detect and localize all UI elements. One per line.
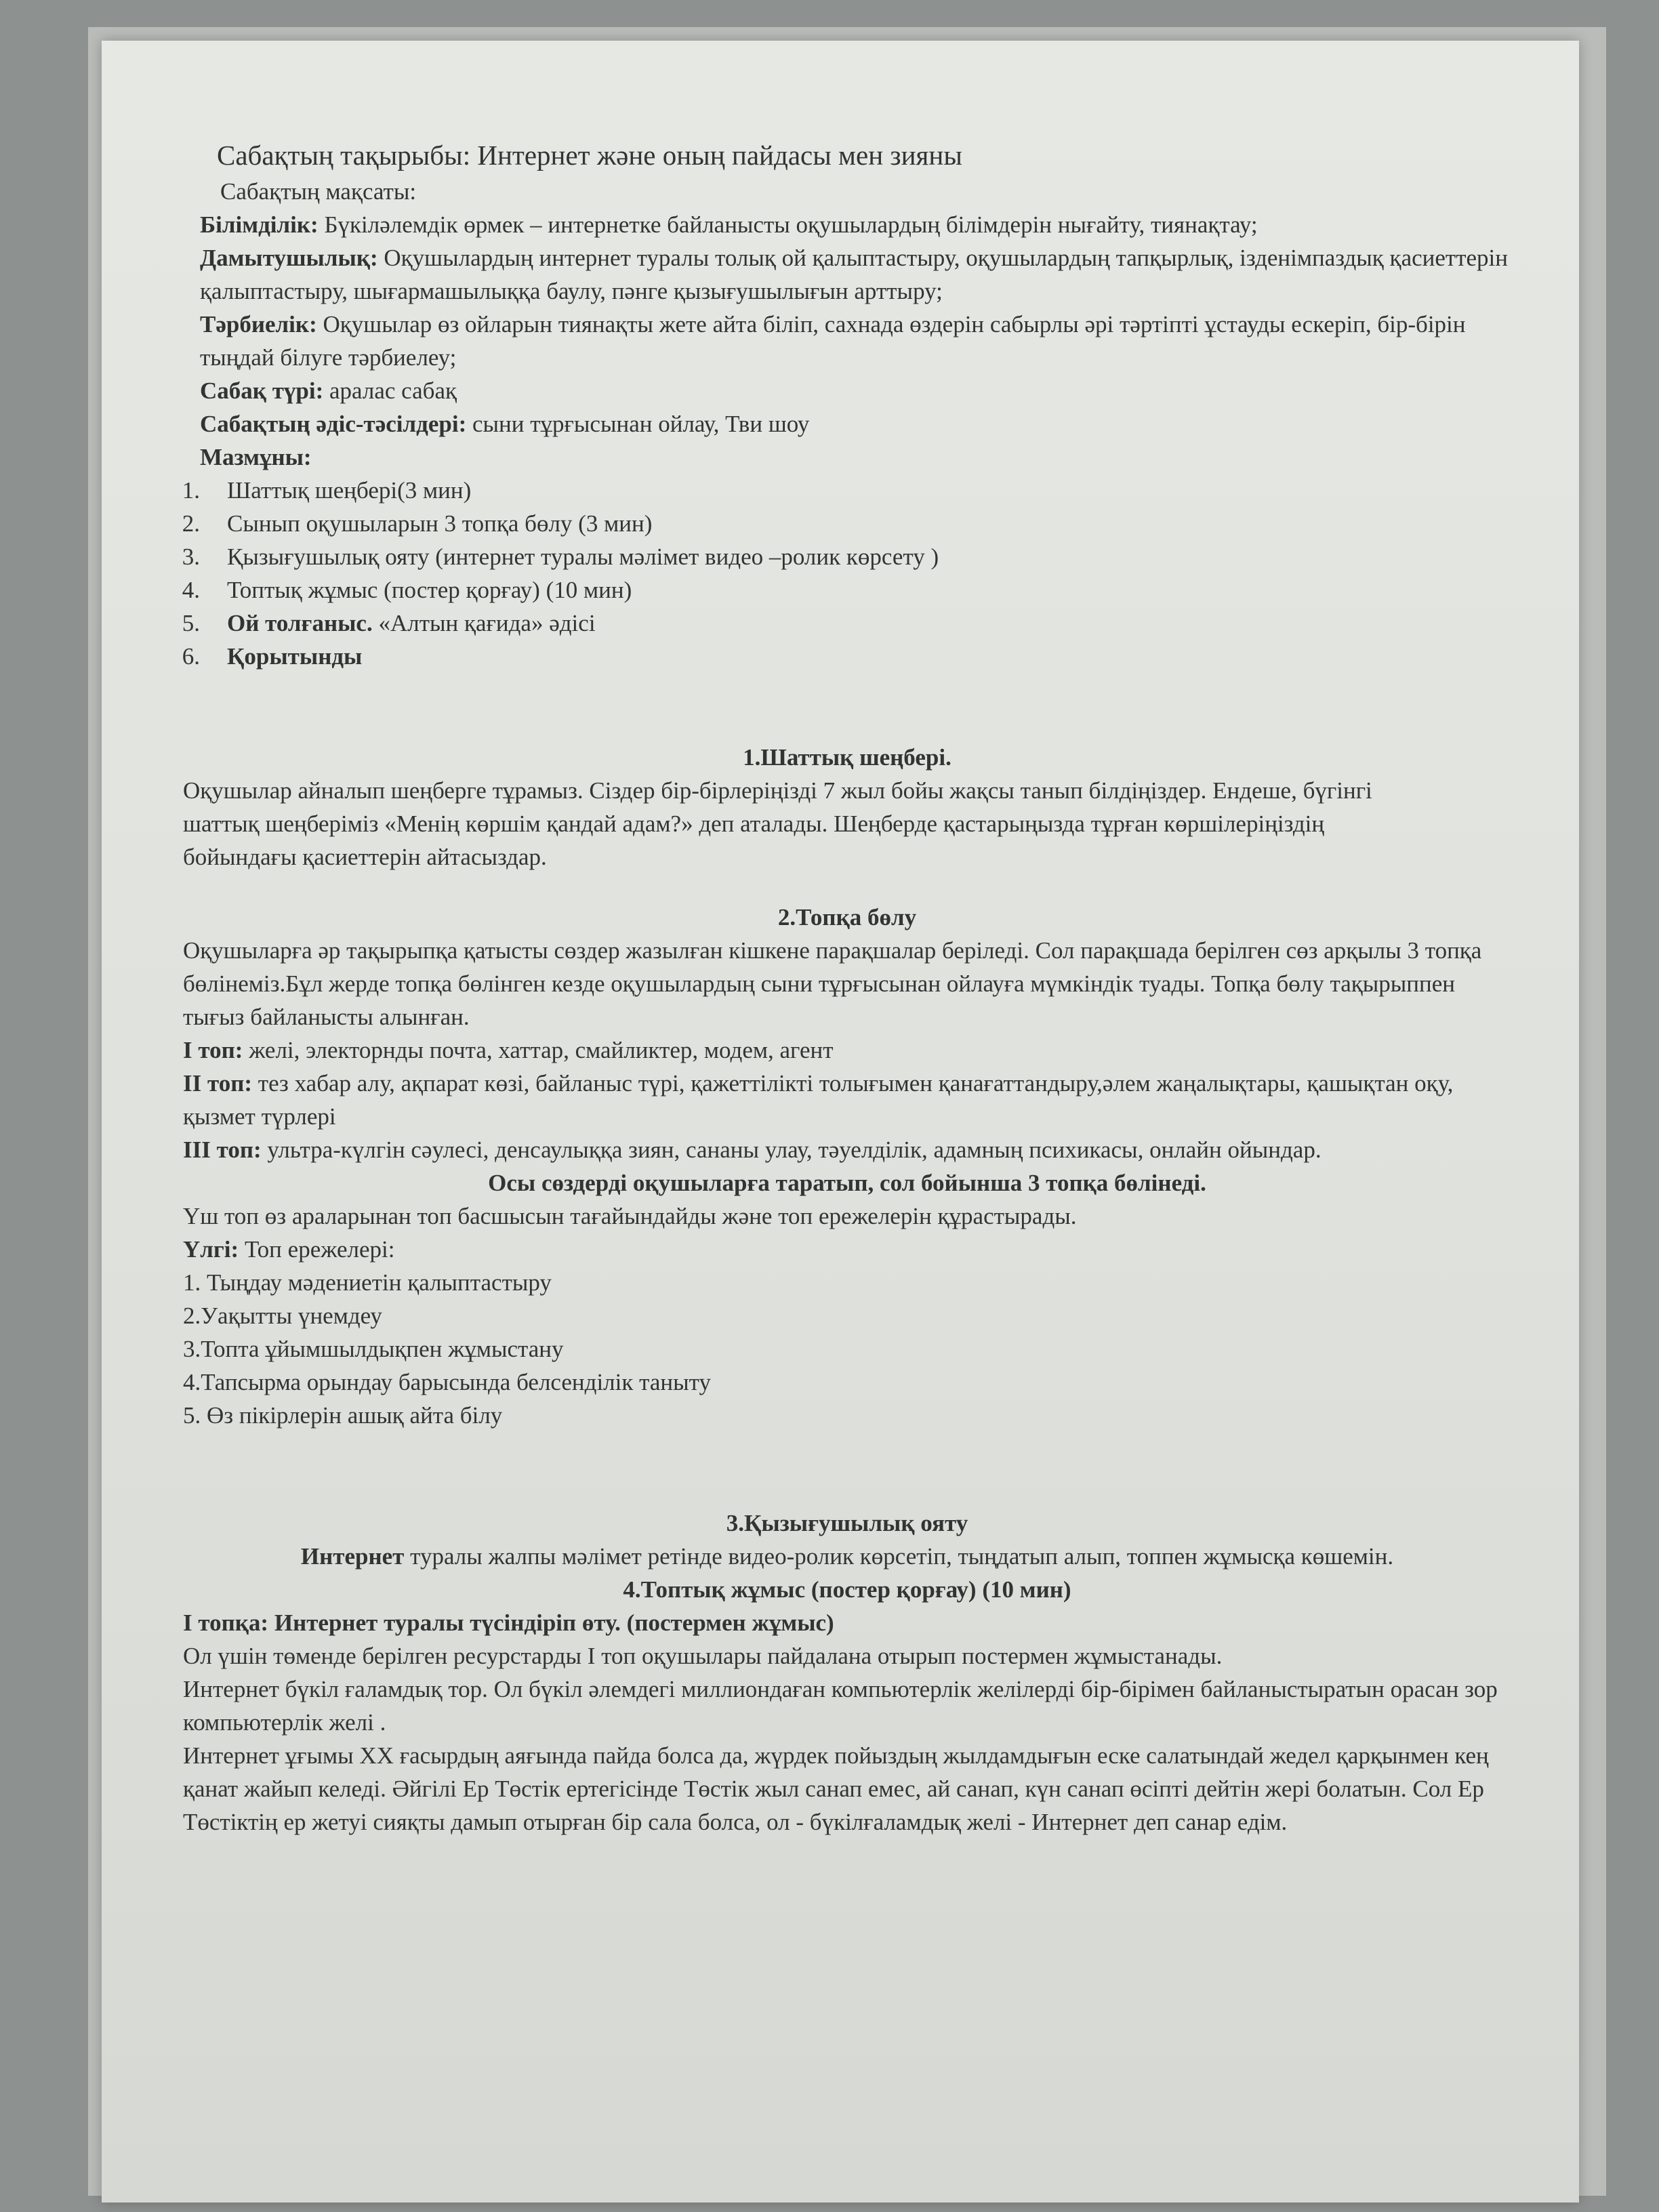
lesson-type bbox=[200, 374, 1511, 407]
lesson-title: Сабақтың тақырыбы: Интернет және оның пайдасы мен зияны bbox=[217, 140, 962, 171]
goal-label: Тәрбиелік: bbox=[200, 311, 317, 337]
section-heading: 2.Топқа бөлу bbox=[777, 904, 917, 930]
rule-item: 4.Тапсырма орындау барысында белсенділік таныту bbox=[183, 1369, 711, 1395]
item-number: 5. bbox=[182, 610, 200, 636]
section-heading: 1.Шаттық шеңбері. bbox=[743, 744, 951, 771]
goal-label: Сабақ түрі: bbox=[200, 377, 324, 404]
item-text: «Алтын қағида» әдісі bbox=[372, 610, 596, 636]
section-3-text bbox=[183, 1540, 1511, 1573]
goal-label: Сабақтың әдіс-тәсілдері: bbox=[200, 411, 467, 437]
aim-heading: Сабақтың мақсаты: bbox=[220, 178, 417, 205]
item-number: 4. bbox=[182, 577, 200, 603]
section-heading: 4.Топтық жұмыс (постер қорғау) (10 мин) bbox=[623, 1576, 1071, 1603]
list-item bbox=[183, 507, 1511, 540]
page-content bbox=[183, 136, 1511, 1839]
item-text: Қызығушылық ояту (интернет туралы мәлімет видео –ролик көрсету ) bbox=[227, 544, 939, 570]
goal-text: сыни тұрғысынан ойлау, Тви шоу bbox=[466, 411, 810, 437]
section-2-text-2: Үш топ өз араларынан топ басшысын тағайындайды және топ ережелерін құрастырады. bbox=[183, 1203, 1077, 1229]
bold-note: Осы сөздерді оқушыларға таратып, сол бойынша 3 топқа бөлінеді. bbox=[488, 1170, 1206, 1196]
section-1-text: Оқушылар айналып шеңберге тұрамыз. Сіздер бір-бірлеріңізді 7 жыл бойы жақсы танып білдіңіздер. Ендеше, бүгінгі шаттық шеңберіміз «Менің көршім қандай адам?» деп аталады. Шеңберде қастарыңызда тұрған көршілеріңіздің бойындағы қасиеттерін айтасыздар. bbox=[183, 777, 1372, 870]
goal-label: Білімділік: bbox=[200, 211, 319, 238]
goal-label: Дамытушылық: bbox=[200, 245, 378, 271]
rule-item: 3.Топта ұйымшылдықпен жұмыстану bbox=[183, 1336, 564, 1362]
goal-text: Оқушылар өз ойларын тиянақты жете айта біліп, сахнада өздерін сабырлы әрі тәртіпті ұстауды ескеріп, бір-бірін тыңдай білуге тәрбиелеу; bbox=[200, 311, 1466, 371]
sample-label: Үлгі: bbox=[183, 1236, 239, 1263]
list-item bbox=[183, 540, 1511, 573]
group-text: ультра-күлгін сәулесі, денсаулыққа зиян, сананы улау, тәуелділік, адамның психикасы, онлайн ойындар. bbox=[261, 1136, 1322, 1163]
section-4-subheading bbox=[183, 1606, 1511, 1639]
section-4-p3: Интернет ұғымы XX ғасырдың аяғында пайда болса да, жүрдек пойыздың жылдамдығын еске салатындай жедел қарқынмен кең қанат жайып келеді. Әйгілі Ер Төстік ертегісінде Төстік жыл санап емес, ай санап, күн санап өсіпті дейтін жері болатын. Сол Ер Төстіктің ер жетуі сияқты дамып отырған бір сала болса, ол - бүкілғаламдық желі - Интернет деп санар едім. bbox=[183, 1742, 1489, 1835]
item-text: Топтық жұмыс (постер қорғау) (10 мин) bbox=[227, 577, 632, 603]
bold-term: Интернет bbox=[300, 1543, 405, 1570]
list-item bbox=[183, 607, 1511, 640]
content-heading bbox=[200, 441, 1511, 474]
group-3 bbox=[183, 1133, 1511, 1166]
section-heading: 3.Қызығушылық ояту bbox=[726, 1510, 968, 1536]
group-label: І топ: bbox=[183, 1037, 243, 1063]
rule-item: 1. Тыңдау мәдениетін қалыптастыру bbox=[183, 1269, 552, 1296]
section-4-heading bbox=[183, 1573, 1511, 1606]
rules-list bbox=[183, 1266, 1511, 1432]
item-number: 1. bbox=[182, 477, 200, 504]
sample-text: Топ ережелері: bbox=[239, 1236, 395, 1263]
item-number: 3. bbox=[182, 544, 200, 570]
goal-text: Бүкіләлемдік өрмек – интернетке байланысты оқушылардың білімдерін нығайту, тиянақтау; bbox=[318, 211, 1258, 238]
group-label: ІІІ топ: bbox=[183, 1136, 262, 1163]
sample-line bbox=[183, 1233, 1511, 1266]
list-item bbox=[183, 640, 1511, 673]
rule-item: 5. Өз пікірлерін ашық айта білу bbox=[183, 1402, 503, 1429]
goal-text: Оқушылардың интернет туралы толық ой қалыптастыру, оқушылардың тапқырлық, ізденімпаздық қасиеттерін қалыптастыру, шығармашылыққа баулу, пәнге қызығушылығын арттыру; bbox=[200, 245, 1508, 304]
goals bbox=[200, 208, 1511, 474]
group-text: желі, электорнды почта, хаттар, смайликтер, модем, агент bbox=[243, 1037, 834, 1063]
content-heading-label: Мазмұны: bbox=[200, 444, 312, 470]
section-3-heading bbox=[183, 1507, 1511, 1540]
distribution-note bbox=[183, 1166, 1511, 1200]
list-item bbox=[183, 474, 1511, 507]
item-number: 6. bbox=[182, 643, 200, 670]
lesson-methods bbox=[200, 407, 1511, 441]
document-page bbox=[102, 41, 1579, 2203]
rule-item: 2.Уақытты үнемдеу bbox=[183, 1303, 382, 1329]
goal-upbringing bbox=[200, 308, 1511, 374]
group-1 bbox=[183, 1033, 1511, 1067]
group-text: тез хабар алу, ақпарат көзі, байланыс түрі, қажеттілікті толығымен қанағаттандыру,әлем жаңалықтары, қашықтан оқу, қызмет түрлері bbox=[183, 1070, 1454, 1130]
section-4-p1: Ол үшін төменде берілген ресурстарды І топ оқушылары пайдалана отырып постермен жұмыстанады. bbox=[183, 1643, 1223, 1669]
section-text: туралы жалпы мәлімет ретінде видео-ролик көрсетіп, тыңдатып алып, топпен жұмысқа көшемін. bbox=[404, 1543, 1394, 1570]
content-list bbox=[183, 474, 1511, 673]
item-text: Сынып оқушыларын 3 топқа бөлу (3 мин) bbox=[227, 510, 653, 537]
goal-education bbox=[200, 208, 1511, 241]
item-text: Шаттық шеңбері(3 мин) bbox=[227, 477, 472, 504]
item-bold: Ой толғаныс. bbox=[227, 610, 373, 636]
item-bold: Қорытынды bbox=[227, 643, 363, 670]
section-2-text: Оқушыларға әр тақырыпқа қатысты сөздер жазылған кішкене парақшалар беріледі. Сол парақшада берілген сөз арқылы 3 топқа бөлінеміз.Бұл жерде топқа бөлінген кезде оқушылардың сыни тұрғысынан ойлауға мүмкіндік туады. Топқа бөлу тақырыппен тығыз байланысты алынған. bbox=[183, 937, 1482, 1030]
section-1-heading bbox=[183, 741, 1511, 774]
subheading: І топқа: Интернет туралы түсіндіріп өту. (постермен жұмыс) bbox=[183, 1610, 834, 1636]
goal-development bbox=[200, 241, 1511, 308]
section-4-p2: Интернет бүкіл ғаламдық тор. Ол бүкіл әлемдегі миллиондаған компьютерлік желілерді бір-бірімен байланыстыратын орасан зор компьютерлік желі . bbox=[183, 1676, 1498, 1736]
list-item bbox=[183, 573, 1511, 607]
item-number: 2. bbox=[182, 510, 200, 537]
section-2-heading bbox=[183, 901, 1511, 934]
goal-text: аралас сабақ bbox=[323, 377, 457, 404]
group-label: ІІ топ: bbox=[183, 1070, 253, 1097]
group-2 bbox=[183, 1067, 1511, 1133]
